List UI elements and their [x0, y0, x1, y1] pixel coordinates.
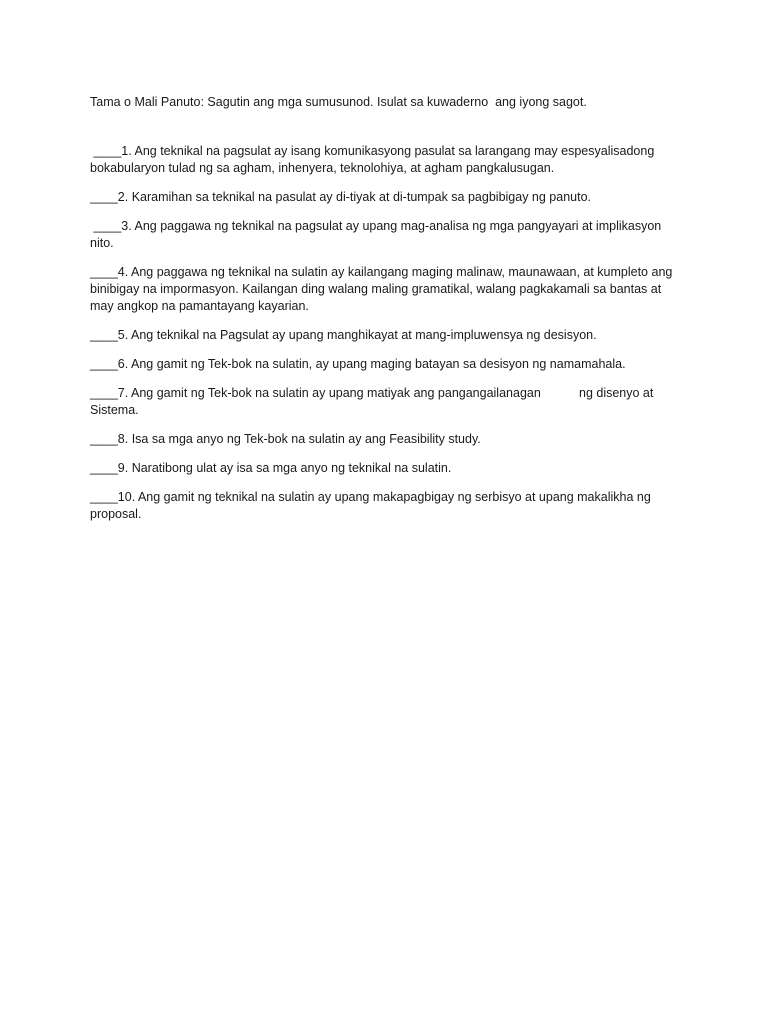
question-item-1: ____1. Ang teknikal na pagsulat ay isang komunikasyong pasulat sa larangang may espesyalisadong bokabularyon tulad ng sa agham, inhenyera, teknolohiya, at agham pangkalusugan.	[90, 144, 658, 175]
question-item-3: ____3. Ang paggawa ng teknikal na pagsulat ay upang mag-analisa ng mga pangyayari at implikasyon nito.	[90, 219, 665, 250]
question-list	[90, 143, 678, 523]
question-item-2: ____2. Karamihan sa teknikal na pasulat ay di-tiyak at di-tumpak sa pagbibigay ng panuto.	[90, 190, 592, 204]
instructions-text: Tama o Mali Panuto: Sagutin ang mga sumusunod. Isulat sa kuwaderno ang iyong sagot.	[90, 95, 587, 109]
question-item-10: ____10. Ang gamit ng teknikal na sulatin ay upang makapagbigay ng serbisyo at upang makalikha ng proposal.	[90, 490, 655, 521]
question-item-5: ____5. Ang teknikal na Pagsulat ay upang manghikayat at mang-impluwensya ng desisyon.	[90, 328, 597, 342]
question-item-9: ____9. Naratibong ulat ay isa sa mga anyo ng teknikal na sulatin.	[90, 461, 452, 475]
question-item-8: ____8. Isa sa mga anyo ng Tek-bok na sulatin ay ang Feasibility study.	[90, 432, 481, 446]
question-item-6: ____6. Ang gamit ng Tek-bok na sulatin, ay upang maging batayan sa desisyon ng namamahala.	[90, 357, 626, 371]
question-item-7: ____7. Ang gamit ng Tek-bok na sulatin ay upang matiyak ang pangangailanagan ng disenyo at Sistema.	[90, 386, 657, 417]
question-item-4: ____4. Ang paggawa ng teknikal na sulatin ay kailangang maging malinaw, maunawaan, at kumpleto ang binibigay na impormasyon. Kailangan ding walang maling gramatikal, walang pagkakamali sa bantas at may angkop na pamantayang kayarian.	[90, 265, 676, 313]
